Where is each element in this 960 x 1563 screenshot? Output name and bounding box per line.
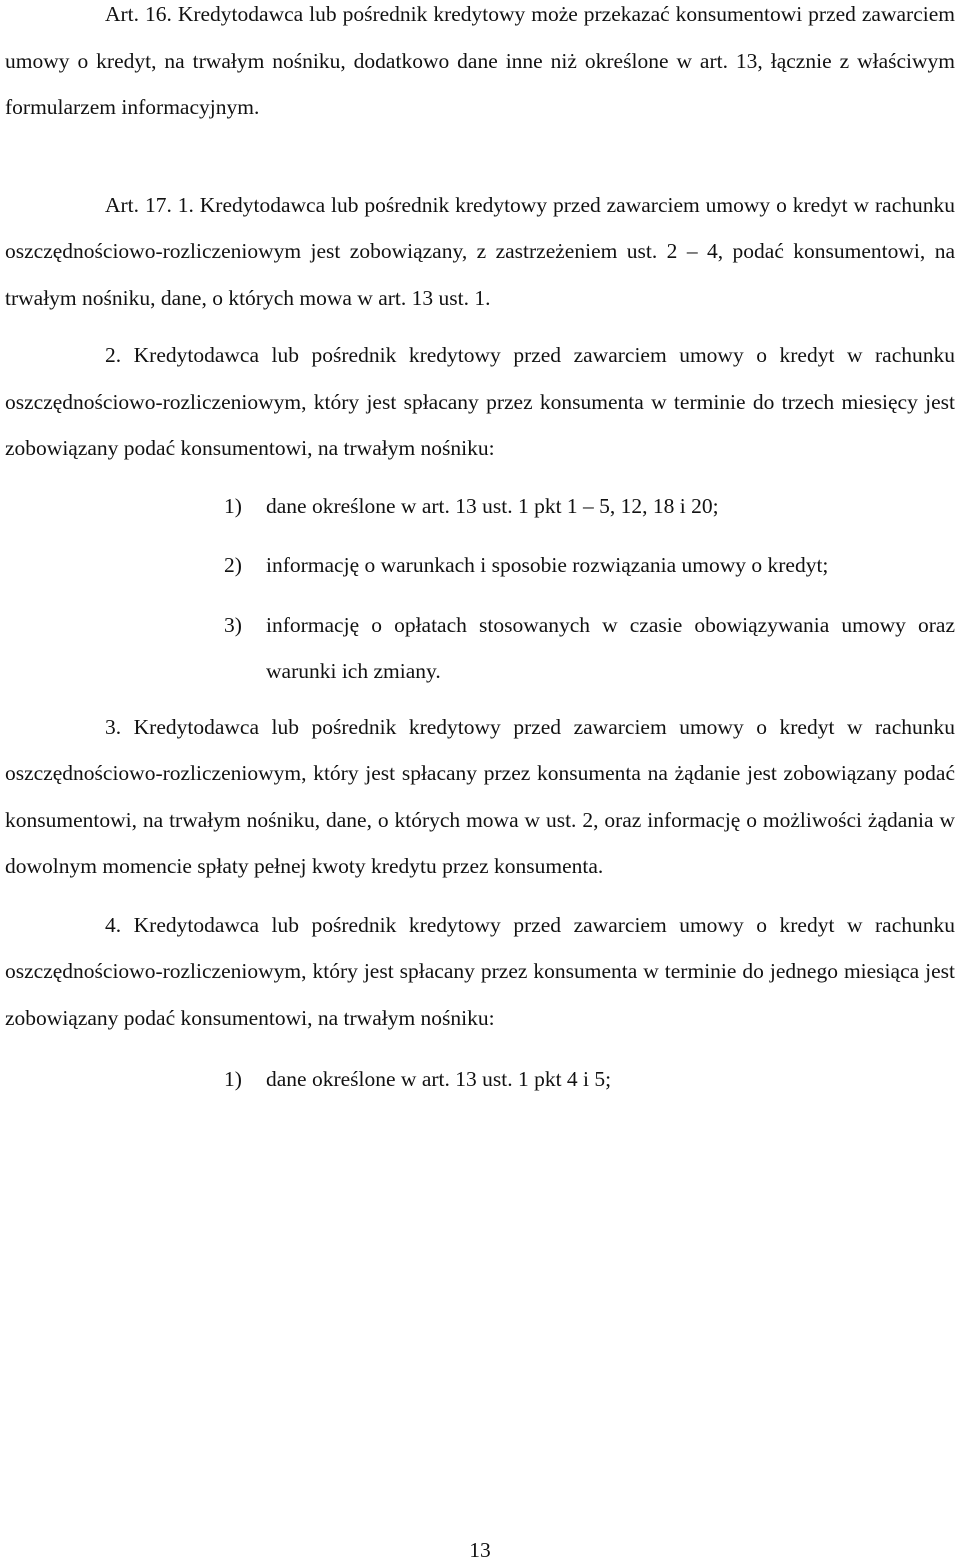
paragraph-4-list [5,1056,955,1103]
list-item-number: 1) [224,493,242,518]
list-item [5,483,955,530]
list-item-number: 2) [224,553,242,577]
article-17-paragraph-3: 3. Kredytodawca lub pośrednik kredytowy przed zawarciem umowy o kredyt w rachunku oszczędnościowo-rozliczeniowym, który jest spłacany przez konsumenta na żądanie jest zobowiązany podać konsumentowi, na trwałym nośniku, dane, o których mowa w ust. 2, oraz informację o możliwości żądania w dowolnym momencie spłaty pełnej kwoty kredytu przez konsumenta. [5,714,955,878]
article-17-paragraph-4: 4. Kredytodawca lub pośrednik kredytowy przed zawarciem umowy o kredyt w rachunku oszczędnościowo-rozliczeniowym, który jest spłacany przez konsumenta w terminie do jednego miesiąca jest zobowiązany podać konsumentowi, na trwałym nośniku: [5,912,955,1030]
page-number: 13 [469,1538,491,1562]
paragraph-2-list [5,483,955,695]
article-17-paragraph-2: 2. Kredytodawca lub pośrednik kredytowy przed zawarciem umowy o kredyt w rachunku oszczędnościowo-rozliczeniowym, który jest spłacany przez konsumenta w terminie do trzech miesięcy jest zobowiązany podać konsumentowi, na trwałym nośniku: [5,343,955,460]
list-item [5,602,955,695]
article-16-paragraph: Art. 16. Kredytodawca lub pośrednik kredytowy może przekazać konsumentowi przed zawarciem umowy o kredyt, na trwałym nośniku, dodatkowo dane inne niż określone w art. 13, łącznie z właściwym formularzem informacyjnym. [5,2,955,119]
list-item-text: informację o opłatach stosowanych w czasie obowiązywania umowy oraz warunki ich zmiany. [266,612,955,683]
list-item-number: 3) [224,612,242,637]
list-item [5,1056,955,1103]
list-item-text: informację o warunkach i sposobie rozwiązania umowy o kredyt; [266,553,829,577]
article-17-paragraph-1: Art. 17. 1. Kredytodawca lub pośrednik kredytowy przed zawarciem umowy o kredyt w rachunku oszczędnościowo-rozliczeniowym jest zobowiązany, z zastrzeżeniem ust. 2 – 4, podać konsumentowi, na trwałym nośniku, dane, o których mowa w art. 13 ust. 1. [5,192,955,310]
list-item-text: dane określone w art. 13 ust. 1 pkt 1 – 5, 12, 18 i 20; [266,493,719,518]
list-item-number: 1) [224,1067,242,1091]
list-item [5,542,955,589]
list-item-text: dane określone w art. 13 ust. 1 pkt 4 i 5; [266,1067,612,1091]
document-page [5,0,955,1103]
